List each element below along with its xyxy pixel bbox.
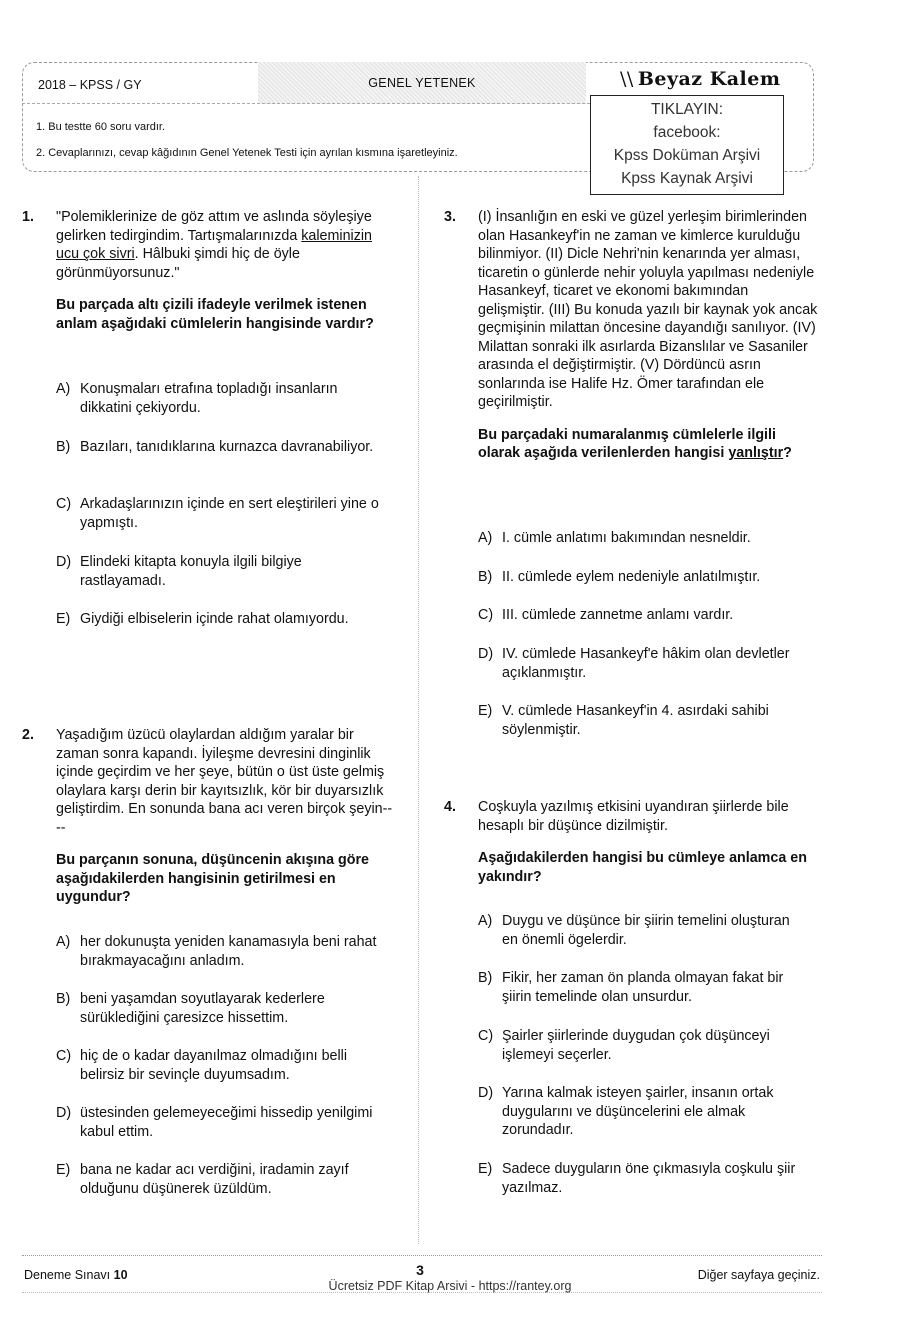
option-c[interactable]: C) hiç de o kadar dayanılmaz olmadığını belli belirsiz bir sevinçle duyumsadım. bbox=[56, 1048, 348, 1083]
question-stem: Coşkuyla yazılmış etkisini uyandıran şiirlerde bile hesaplı bir düşünce dizilmiştir. bbox=[478, 799, 789, 834]
option-b[interactable]: B) Bazıları, tanıdıklarına kurnazca davranabiliyor. bbox=[56, 439, 374, 455]
option-e[interactable]: E) bana ne kadar acı verdiğini, iradamin zayıf olduğunu düşünerek üzüldüm. bbox=[56, 1162, 349, 1197]
question-number: 4. bbox=[444, 799, 456, 815]
exam-label: 2018 – KPSS / GY bbox=[38, 78, 142, 92]
option-e[interactable]: E) Sadece duyguların öne çıkmasıyla coşkulu şiir yazılmaz. bbox=[478, 1161, 796, 1196]
question-2 bbox=[22, 726, 396, 907]
brand-name: Beyaz Kalem bbox=[637, 68, 781, 90]
question-stem: (I) İnsanlığın en eski ve güzel yerleşim birimlerinden olan Hasankeyf'in ne zaman ve kimlerce kurulduğu bilinmiyor. (II) Dicle Nehri'nin kenarında yer alması, ticaretin o günlerde nehir yoluyla yapılması nedeniyle Hasankeyf, ticaret ve ekonomi bakımından gelişmiştir. (III) Bu konuda yazılı bir kaynak yok ancak geçmişinin milattan öncesine dayandığı sanılıyor. (IV) Milattan sonraki ilk asırlarda Bizanslılar ve Sasaniler arasında el değiştirmiştir. (V) Dördüncü asrın sonlarında ise Halife Hz. Ömer tarafından ele geçirilmiştir. bbox=[478, 209, 818, 410]
section-title: GENEL YETENEK bbox=[368, 76, 476, 90]
question-prompt: Bu parçada altı çizili ifadeyle verilmek istenen anlam aşağıdaki cümlelerin hangisinde vardır? bbox=[56, 297, 374, 332]
question-1 bbox=[22, 208, 396, 333]
option-d[interactable]: D) Elindeki kitapta konuyla ilgili bilgiye rastlayamadı. bbox=[56, 554, 302, 589]
instruction-2: 2. Cevaplarınızı, cevap kâğıdının Genel Yetenek Testi için ayrılan kısmına işaretleyiniz. bbox=[36, 147, 458, 159]
question-number: 3. bbox=[444, 209, 456, 225]
question-stem: "Polemiklerinize de göz attım ve aslında söyleşiye gelirken tedirgindim. Tartışmalarınızda kaleminizin ucu çok sivri. Hâlbuki şimdi hiç de öyle görünmüyorsunuz." bbox=[56, 209, 372, 281]
page-number: 3 bbox=[416, 1262, 424, 1278]
option-d[interactable]: D) üstesinden gelemeyeceğimi hissedip yenilgimi kabul ettim. bbox=[56, 1105, 373, 1140]
option-c[interactable]: C) Şairler şiirlerinde duygudan çok düşünceyi işlemeyi seçerler. bbox=[478, 1028, 770, 1063]
exam-series-label: Deneme Sınavı 10 bbox=[24, 1268, 128, 1282]
column-divider bbox=[418, 176, 419, 1244]
underlined-word: yanlıştır bbox=[728, 445, 784, 461]
option-a[interactable]: A) Duygu ve düşünce bir şiirin temelini oluşturan en önemli ögelerdir. bbox=[478, 913, 790, 948]
footer-divider bbox=[22, 1255, 822, 1256]
option-e[interactable]: E) Giydiği elbiselerin içinde rahat olamıyordu. bbox=[56, 611, 349, 627]
option-b[interactable]: B) Fikir, her zaman ön planda olmayan fakat bir şiirin temelinde olan unsurdur. bbox=[478, 970, 784, 1005]
question-3 bbox=[444, 208, 818, 463]
option-c[interactable]: C) III. cümlede zannetme anlamı vardır. bbox=[478, 607, 734, 623]
underlined-phrase: kaleminizin ucu çok sivri bbox=[56, 227, 372, 262]
question-4 bbox=[444, 798, 818, 886]
question-number: 2. bbox=[22, 727, 34, 743]
option-a[interactable]: A) Konuşmaları etrafına topladığı insanların dikkatini çekiyordu. bbox=[56, 381, 338, 416]
next-page-note: Diğer sayfaya geçiniz. bbox=[697, 1268, 820, 1282]
question-prompt: Aşağıdakilerden hangisi bu cümleye anlamca en yakındır? bbox=[478, 850, 807, 885]
option-d[interactable]: D) IV. cümlede Hasankeyf'e hâkim olan devletler açıklanmıştır. bbox=[478, 646, 790, 681]
instruction-1: 1. Bu testte 60 soru vardır. bbox=[36, 121, 166, 133]
question-prompt: Bu parçadaki numaralanmış cümlelerle ilgili olarak aşağıda verilenlerden hangisi yanlıştır? bbox=[478, 426, 792, 461]
source-link[interactable]: Ücretsiz PDF Kitap Arsivi - https://rantey.org bbox=[328, 1279, 572, 1293]
question-number: 1. bbox=[22, 209, 34, 225]
brand-mark: \\ bbox=[620, 68, 634, 90]
option-e[interactable]: E) V. cümlede Hasankeyf'in 4. asırdaki sahibi söylenmiştir. bbox=[478, 703, 769, 738]
option-c[interactable]: C) Arkadaşlarınızın içinde en sert eleştirileri yine o yapmıştı. bbox=[56, 496, 379, 531]
info-line: facebook: bbox=[653, 124, 721, 141]
info-box[interactable] bbox=[590, 95, 784, 195]
info-line: Kpss Doküman Arşivi bbox=[613, 147, 761, 164]
info-line: TIKLAYIN: bbox=[650, 101, 724, 118]
option-d[interactable]: D) Yarına kalmak isteyen şairler, insanın ortak duygularını ve düşüncelerini ele almak zorundadır. bbox=[478, 1085, 774, 1138]
option-b[interactable]: B) beni yaşamdan soyutlayarak kederlere sürüklediğini çaresizce hissettim. bbox=[56, 991, 325, 1026]
option-b[interactable]: B) II. cümlede eylem nedeniyle anlatılmıştır. bbox=[478, 569, 761, 585]
option-a[interactable]: A) her dokunuşta yeniden kanamasıyla beni rahat bırakmayacağını anladım. bbox=[56, 934, 377, 969]
info-line: Kpss Kaynak Arşivi bbox=[621, 170, 753, 187]
header-divider bbox=[22, 103, 590, 104]
question-prompt: Bu parçanın sonuna, düşüncenin akışına göre aşağıdakilerden hangisinin getirilmesi en uygundur? bbox=[56, 852, 370, 905]
option-a[interactable]: A) I. cümle anlatımı bakımından nesneldir. bbox=[478, 530, 751, 546]
brand-logo bbox=[620, 68, 780, 90]
question-stem: Yaşadığım üzücü olaylardan aldığım yaralar bir zaman sonra kapandı. İyileşme devresini dinginlik içinde geçirdim ve her şeye, bütün o üst üste gelmiş olaylara karşı derin bir kayıtsızlık, kör bir duyarsızlık geliştirdim. En sonunda bana acı veren birçok şeyin---- bbox=[56, 727, 393, 836]
